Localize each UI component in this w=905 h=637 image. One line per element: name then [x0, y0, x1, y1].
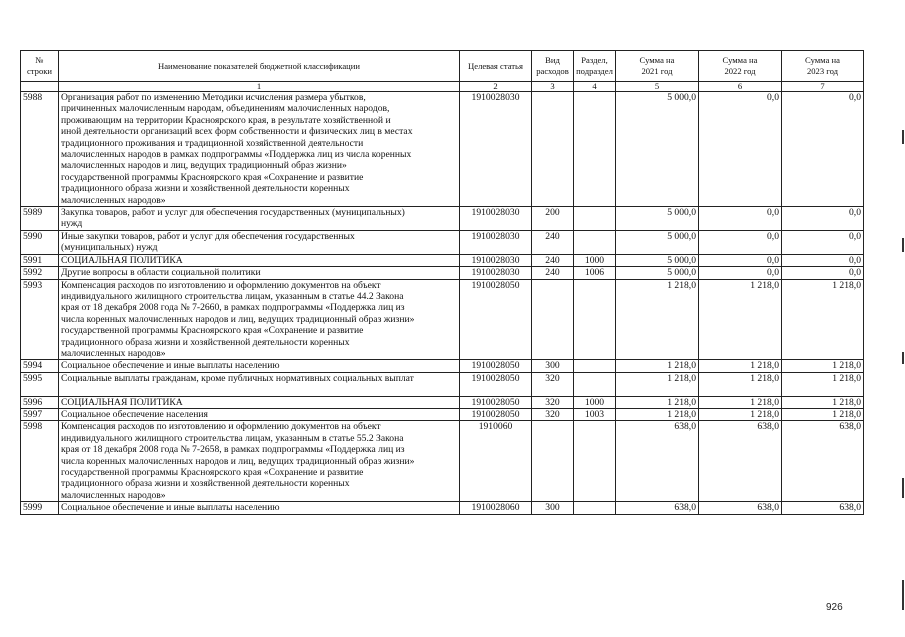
cell-section: [574, 360, 616, 372]
header-sum-2022: Сумма на 2022 год: [699, 51, 782, 82]
cell-section: 1006: [574, 267, 616, 279]
table-row: [21, 279, 864, 360]
column-number: 3: [532, 82, 574, 92]
column-number: 7: [782, 82, 864, 92]
cell-row-number: 5991: [21, 254, 59, 266]
table-row: [21, 372, 864, 396]
cell-name: [59, 267, 460, 279]
header-sum-2023: Сумма на 2023 год: [782, 51, 864, 82]
cell-name: [59, 396, 460, 408]
header-section: Раздел, подраздел: [574, 51, 616, 82]
cell-sum-2021: 1 218,0: [616, 360, 699, 372]
cell-sum-2021: 1 218,0: [616, 372, 699, 396]
cell-expense-type: [532, 279, 574, 360]
cell-sum-2023: 1 218,0: [782, 408, 864, 420]
cell-sum-2022: 1 218,0: [699, 372, 782, 396]
cell-expense-type: [532, 421, 574, 502]
name-line: государственной программы Красноярского края «Сохранение и развитие: [61, 466, 364, 478]
header-target-article: Целевая статья: [460, 51, 532, 82]
cell-sum-2022: 0,0: [699, 254, 782, 266]
table-row: [21, 230, 864, 254]
table-row: [21, 360, 864, 372]
cell-row-number: 5997: [21, 408, 59, 420]
header-name: Наименование показателей бюджетной классификации: [59, 51, 460, 82]
header-sum-2021: Сумма на 2021 год: [616, 51, 699, 82]
cell-sum-2023: 0,0: [782, 92, 864, 207]
cell-target-article: 1910060: [460, 421, 532, 502]
cell-section: [574, 502, 616, 514]
cell-name: [59, 360, 460, 372]
cell-target-article: 1910028050: [460, 279, 532, 360]
name-line: [61, 384, 457, 395]
table-row: [21, 92, 864, 207]
cell-target-article: 1910028030: [460, 207, 532, 231]
header-expense-type: Вид расходов: [532, 51, 574, 82]
cell-sum-2022: 0,0: [699, 92, 782, 207]
cell-sum-2021: 5 000,0: [616, 207, 699, 231]
cell-target-article: 1910028050: [460, 408, 532, 420]
cell-section: [574, 421, 616, 502]
cell-expense-type: 240: [532, 267, 574, 279]
column-number: [21, 82, 59, 92]
cell-expense-type: 200: [532, 207, 574, 231]
cell-sum-2022: 1 218,0: [699, 360, 782, 372]
cell-sum-2023: 1 218,0: [782, 372, 864, 396]
cell-sum-2022: 0,0: [699, 207, 782, 231]
cell-sum-2023: 0,0: [782, 207, 864, 231]
cell-target-article: 1910028050: [460, 396, 532, 408]
cell-row-number: 5993: [21, 279, 59, 360]
cell-row-number: 5990: [21, 230, 59, 254]
table-row: [21, 421, 864, 502]
cell-section: [574, 279, 616, 360]
cell-section: [574, 372, 616, 396]
name-line: края от 18 декабря 2008 года № 7-2658, в рамках подпрограммы «Поддержка лиц из: [61, 444, 405, 456]
cell-sum-2021: 5 000,0: [616, 230, 699, 254]
cell-name: [59, 421, 460, 502]
cell-target-article: 1910028060: [460, 502, 532, 514]
cell-sum-2023: 638,0: [782, 421, 864, 502]
cell-sum-2021: 5 000,0: [616, 254, 699, 266]
table-row: [21, 396, 864, 408]
table-row: [21, 207, 864, 231]
name-line: государственной программы Красноярского края «Сохранение и развитие: [61, 325, 364, 337]
name-line: Организация работ по изменению Методики исчисления размера убытков,: [61, 92, 366, 103]
cell-target-article: 1910028030: [460, 230, 532, 254]
name-line: Социальные выплаты гражданам, кроме публичных нормативных социальных выплат: [61, 372, 414, 384]
name-line: Компенсация расходов по изготовлению и оформлению документов на объект: [61, 421, 381, 433]
cell-sum-2022: 0,0: [699, 230, 782, 254]
cell-row-number: 5988: [21, 92, 59, 207]
cell-row-number: 5995: [21, 372, 59, 396]
cell-name: [59, 207, 460, 231]
cell-sum-2023: 1 218,0: [782, 396, 864, 408]
name-line: иной деятельности организаций всех форм собственности и физических лиц в местах: [61, 126, 413, 138]
cell-expense-type: 320: [532, 396, 574, 408]
name-line: Компенсация расходов по изготовлению и оформлению документов на объект: [61, 279, 381, 291]
table-row: [21, 502, 864, 514]
cell-sum-2021: 5 000,0: [616, 92, 699, 207]
column-numbers-row: [21, 82, 864, 92]
header-row-number: № строки: [21, 51, 59, 82]
cell-expense-type: 320: [532, 372, 574, 396]
name-line: СОЦИАЛЬНАЯ ПОЛИТИКА: [61, 254, 183, 266]
cell-sum-2023: 0,0: [782, 267, 864, 279]
name-line: Закупка товаров, работ и услуг для обеспечения государственных (муниципальных): [61, 207, 405, 219]
cell-expense-type: 300: [532, 502, 574, 514]
cell-row-number: 5999: [21, 502, 59, 514]
cell-sum-2023: 1 218,0: [782, 360, 864, 372]
cell-section: [574, 230, 616, 254]
name-line: нужд: [61, 218, 83, 230]
name-line: Социальное обеспечение населения: [61, 408, 208, 420]
name-line: индивидуального жилищного строительства лицам, указанным в статье 55.2 Закона: [61, 432, 404, 444]
cell-expense-type: 240: [532, 230, 574, 254]
name-line: числа коренных малочисленных народов и лиц, ведущих традиционный образ жизни»: [61, 313, 415, 325]
cell-expense-type: 320: [532, 408, 574, 420]
cell-name: [59, 372, 460, 396]
cell-sum-2022: 1 218,0: [699, 279, 782, 360]
name-line: индивидуального жилищного строительства лицам, указанным в статье 44.2 Закона: [61, 290, 404, 302]
cell-row-number: 5989: [21, 207, 59, 231]
column-number: 5: [616, 82, 699, 92]
table-body: [21, 92, 864, 515]
scan-edge-mark: [902, 580, 904, 610]
cell-section: 1000: [574, 396, 616, 408]
cell-row-number: 5998: [21, 421, 59, 502]
cell-expense-type: 300: [532, 360, 574, 372]
budget-table: [20, 50, 864, 515]
cell-sum-2021: 1 218,0: [616, 279, 699, 360]
name-line: малочисленных народов и лиц, ведущих традиционный образ жизни»: [61, 160, 347, 172]
cell-target-article: 1910028030: [460, 254, 532, 266]
name-line: малочисленных народов»: [61, 194, 166, 206]
name-line: проживающим на территории Красноярского края, в результате хозяйственной и: [61, 114, 391, 126]
cell-section: 1003: [574, 408, 616, 420]
cell-sum-2021: 1 218,0: [616, 396, 699, 408]
cell-target-article: 1910028030: [460, 92, 532, 207]
name-line: государственной программы Красноярского края «Сохранение и развитие: [61, 171, 364, 183]
cell-target-article: 1910028030: [460, 267, 532, 279]
cell-name: [59, 230, 460, 254]
cell-sum-2023: 0,0: [782, 230, 864, 254]
cell-sum-2023: 0,0: [782, 254, 864, 266]
name-line: традиционного образа жизни и хозяйственной деятельности коренных: [61, 183, 350, 195]
table-row: [21, 408, 864, 420]
name-line: СОЦИАЛЬНАЯ ПОЛИТИКА: [61, 396, 183, 408]
name-line: малочисленных народов»: [61, 347, 166, 359]
cell-sum-2021: 638,0: [616, 421, 699, 502]
cell-name: [59, 279, 460, 360]
name-line: Социальное обеспечение и иные выплаты населению: [61, 502, 280, 514]
cell-sum-2022: 0,0: [699, 267, 782, 279]
cell-name: [59, 92, 460, 207]
name-line: традиционного проживания и традиционной хозяйственной деятельности: [61, 137, 364, 149]
table-row: [21, 254, 864, 266]
cell-name: [59, 502, 460, 514]
table-row: [21, 267, 864, 279]
name-line: Социальное обеспечение и иные выплаты населению: [61, 360, 280, 372]
cell-expense-type: 240: [532, 254, 574, 266]
cell-section: 1000: [574, 254, 616, 266]
column-number: 1: [59, 82, 460, 92]
cell-sum-2023: 1 218,0: [782, 279, 864, 360]
cell-sum-2023: 638,0: [782, 502, 864, 514]
cell-name: [59, 254, 460, 266]
scan-edge-mark: [902, 238, 904, 252]
cell-section: [574, 207, 616, 231]
name-line: причиненных малочисленным народам, объединениям малочисленных народов,: [61, 103, 390, 115]
name-line: края от 18 декабря 2008 года № 7-2660, в рамках подпрограммы «Поддержка лиц из: [61, 302, 405, 314]
scan-edge-mark: [902, 130, 904, 144]
cell-sum-2022: 638,0: [699, 421, 782, 502]
cell-sum-2022: 1 218,0: [699, 408, 782, 420]
page-number: 926: [826, 602, 843, 613]
cell-sum-2022: 1 218,0: [699, 396, 782, 408]
cell-row-number: 5994: [21, 360, 59, 372]
cell-expense-type: [532, 92, 574, 207]
cell-sum-2022: 638,0: [699, 502, 782, 514]
name-line: (муниципальных) нужд: [61, 242, 158, 254]
column-number: 6: [699, 82, 782, 92]
scan-edge-mark: [902, 478, 904, 498]
cell-name: [59, 408, 460, 420]
cell-row-number: 5992: [21, 267, 59, 279]
cell-section: [574, 92, 616, 207]
scan-edge-mark: [902, 352, 904, 364]
column-number: 4: [574, 82, 616, 92]
table-header-row: [21, 51, 864, 82]
cell-sum-2021: 1 218,0: [616, 408, 699, 420]
name-line: числа коренных малочисленных народов и лиц, ведущих традиционный образ жизни»: [61, 455, 415, 467]
name-line: традиционного образа жизни и хозяйственной деятельности коренных: [61, 336, 350, 348]
column-number: 2: [460, 82, 532, 92]
cell-target-article: 1910028050: [460, 372, 532, 396]
cell-target-article: 1910028050: [460, 360, 532, 372]
name-line: Другие вопросы в области социальной политики: [61, 267, 261, 279]
name-line: традиционного образа жизни и хозяйственной деятельности коренных: [61, 478, 350, 490]
cell-sum-2021: 638,0: [616, 502, 699, 514]
name-line: малочисленных народов в рамках подпрограммы «Поддержка лиц из числа коренных: [61, 149, 412, 161]
cell-row-number: 5996: [21, 396, 59, 408]
name-line: малочисленных народов»: [61, 489, 166, 501]
cell-sum-2021: 5 000,0: [616, 267, 699, 279]
name-line: Иные закупки товаров, работ и услуг для обеспечения государственных: [61, 230, 355, 242]
